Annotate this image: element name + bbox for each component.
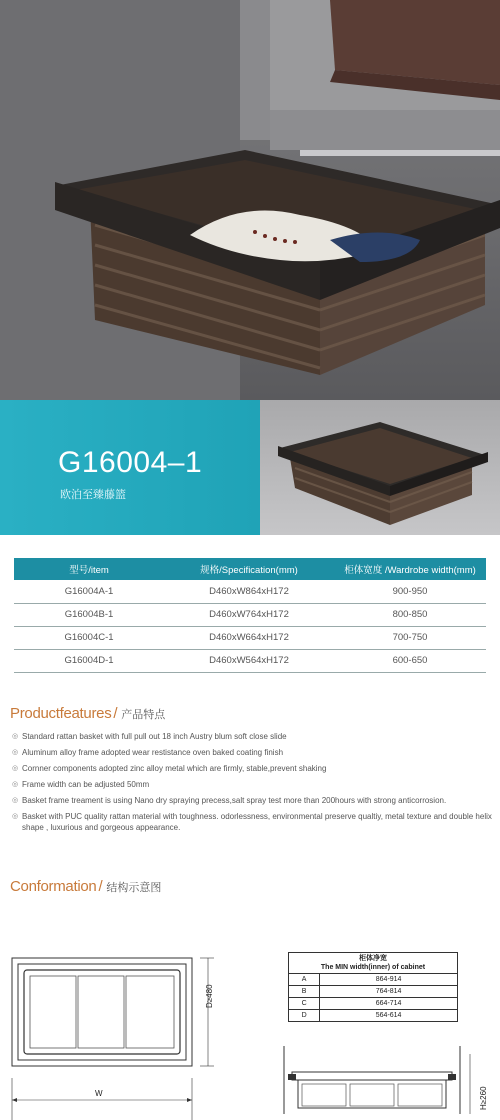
side-view-diagram bbox=[280, 1044, 480, 1116]
conformation-slash: / bbox=[98, 878, 103, 895]
features-list bbox=[12, 731, 492, 838]
cell-item: G16004B-1 bbox=[14, 603, 164, 626]
conformation-heading bbox=[10, 878, 161, 895]
cell-spec: D460xW764xH172 bbox=[164, 603, 334, 626]
list-item: ◎ Aluminum alloy frame adopted wear restistance oven baked coating finish bbox=[12, 748, 284, 757]
bullet-icon: ◎ bbox=[12, 749, 19, 756]
features-title: Productfeatures bbox=[10, 705, 112, 722]
cell-spec: D460xW664xH172 bbox=[164, 626, 334, 649]
spec-table-header bbox=[14, 558, 486, 580]
label-height: H≥260 bbox=[479, 1086, 488, 1110]
conformation-title: Conformation bbox=[10, 878, 97, 895]
bullet-icon: ◎ bbox=[12, 813, 19, 820]
list-item: ◎ Standard rattan basket with full pull out 18 inch Austry blum soft close slide bbox=[12, 732, 287, 741]
cell-item: G16004C-1 bbox=[14, 626, 164, 649]
header-specification: 规格/Specification(mm) bbox=[164, 558, 334, 580]
hero-photo bbox=[0, 0, 500, 400]
list-item: ◎ Basket frame treament is using Nano dry spraying precess,salt spray test more than 200hours with strong anticorrosion. bbox=[12, 796, 447, 805]
bullet-icon: ◎ bbox=[12, 781, 19, 788]
cell-width: 800-850 bbox=[334, 603, 486, 626]
cell-spec: D460xW564xH172 bbox=[164, 649, 334, 672]
header-wardrobe-width: 柜体宽度 /Wardrobe width(mm) bbox=[334, 558, 486, 580]
list-item: ◎ Frame width can be adjusted 50mm bbox=[12, 780, 150, 789]
cell-item: G16004A-1 bbox=[14, 580, 164, 603]
spec-table bbox=[14, 558, 486, 673]
cabinet-table-head: 柜体净宽 The MIN width(inner) of cabinet bbox=[289, 953, 458, 974]
label-depth: D≥480 bbox=[205, 984, 214, 1008]
table-row bbox=[14, 649, 486, 672]
features-slash: / bbox=[113, 705, 118, 722]
features-title-cn: 产品特点 bbox=[121, 709, 166, 721]
table-row bbox=[14, 603, 486, 626]
bullet-icon: ◎ bbox=[12, 765, 19, 772]
product-model: G16004–1 bbox=[58, 446, 203, 479]
cell-width: 600-650 bbox=[334, 649, 486, 672]
bullet-icon: ◎ bbox=[12, 733, 19, 740]
cell-item: G16004D-1 bbox=[14, 649, 164, 672]
table-row bbox=[14, 580, 486, 603]
table-row: C 664-714 bbox=[289, 998, 458, 1010]
cabinet-width-table bbox=[288, 952, 458, 1022]
table-row: A 864-914 bbox=[289, 974, 458, 986]
basket-thumbnail-image bbox=[260, 400, 500, 535]
bullet-icon: ◎ bbox=[12, 797, 19, 804]
conformation-title-cn: 结构示意图 bbox=[106, 882, 162, 894]
table-row: B 764-814 bbox=[289, 986, 458, 998]
list-item: ◎ Basket with PUC quality rattan material with toughness. odorlessness, environmental preserve qualtiy, metal texture and double helix shape , luxurious and gorgeous appearance. bbox=[12, 812, 492, 832]
cell-spec: D460xW864xH172 bbox=[164, 580, 334, 603]
cell-width: 700-750 bbox=[334, 626, 486, 649]
product-subtitle: 欧泊至臻藤篮 bbox=[60, 489, 126, 501]
top-view-diagram bbox=[8, 950, 238, 1120]
list-item: ◎ Cornner components adopted zinc alloy metal which are firmly, stable,prevent shaking bbox=[12, 764, 327, 773]
cell-width: 900-950 bbox=[334, 580, 486, 603]
features-heading bbox=[10, 705, 165, 722]
table-row bbox=[14, 626, 486, 649]
rattan-basket-photo bbox=[0, 0, 500, 400]
label-width: W bbox=[95, 1089, 103, 1098]
product-thumbnail bbox=[260, 400, 500, 535]
table-row: D 564-614 bbox=[289, 1010, 458, 1022]
header-item: 型号/item bbox=[14, 558, 164, 580]
